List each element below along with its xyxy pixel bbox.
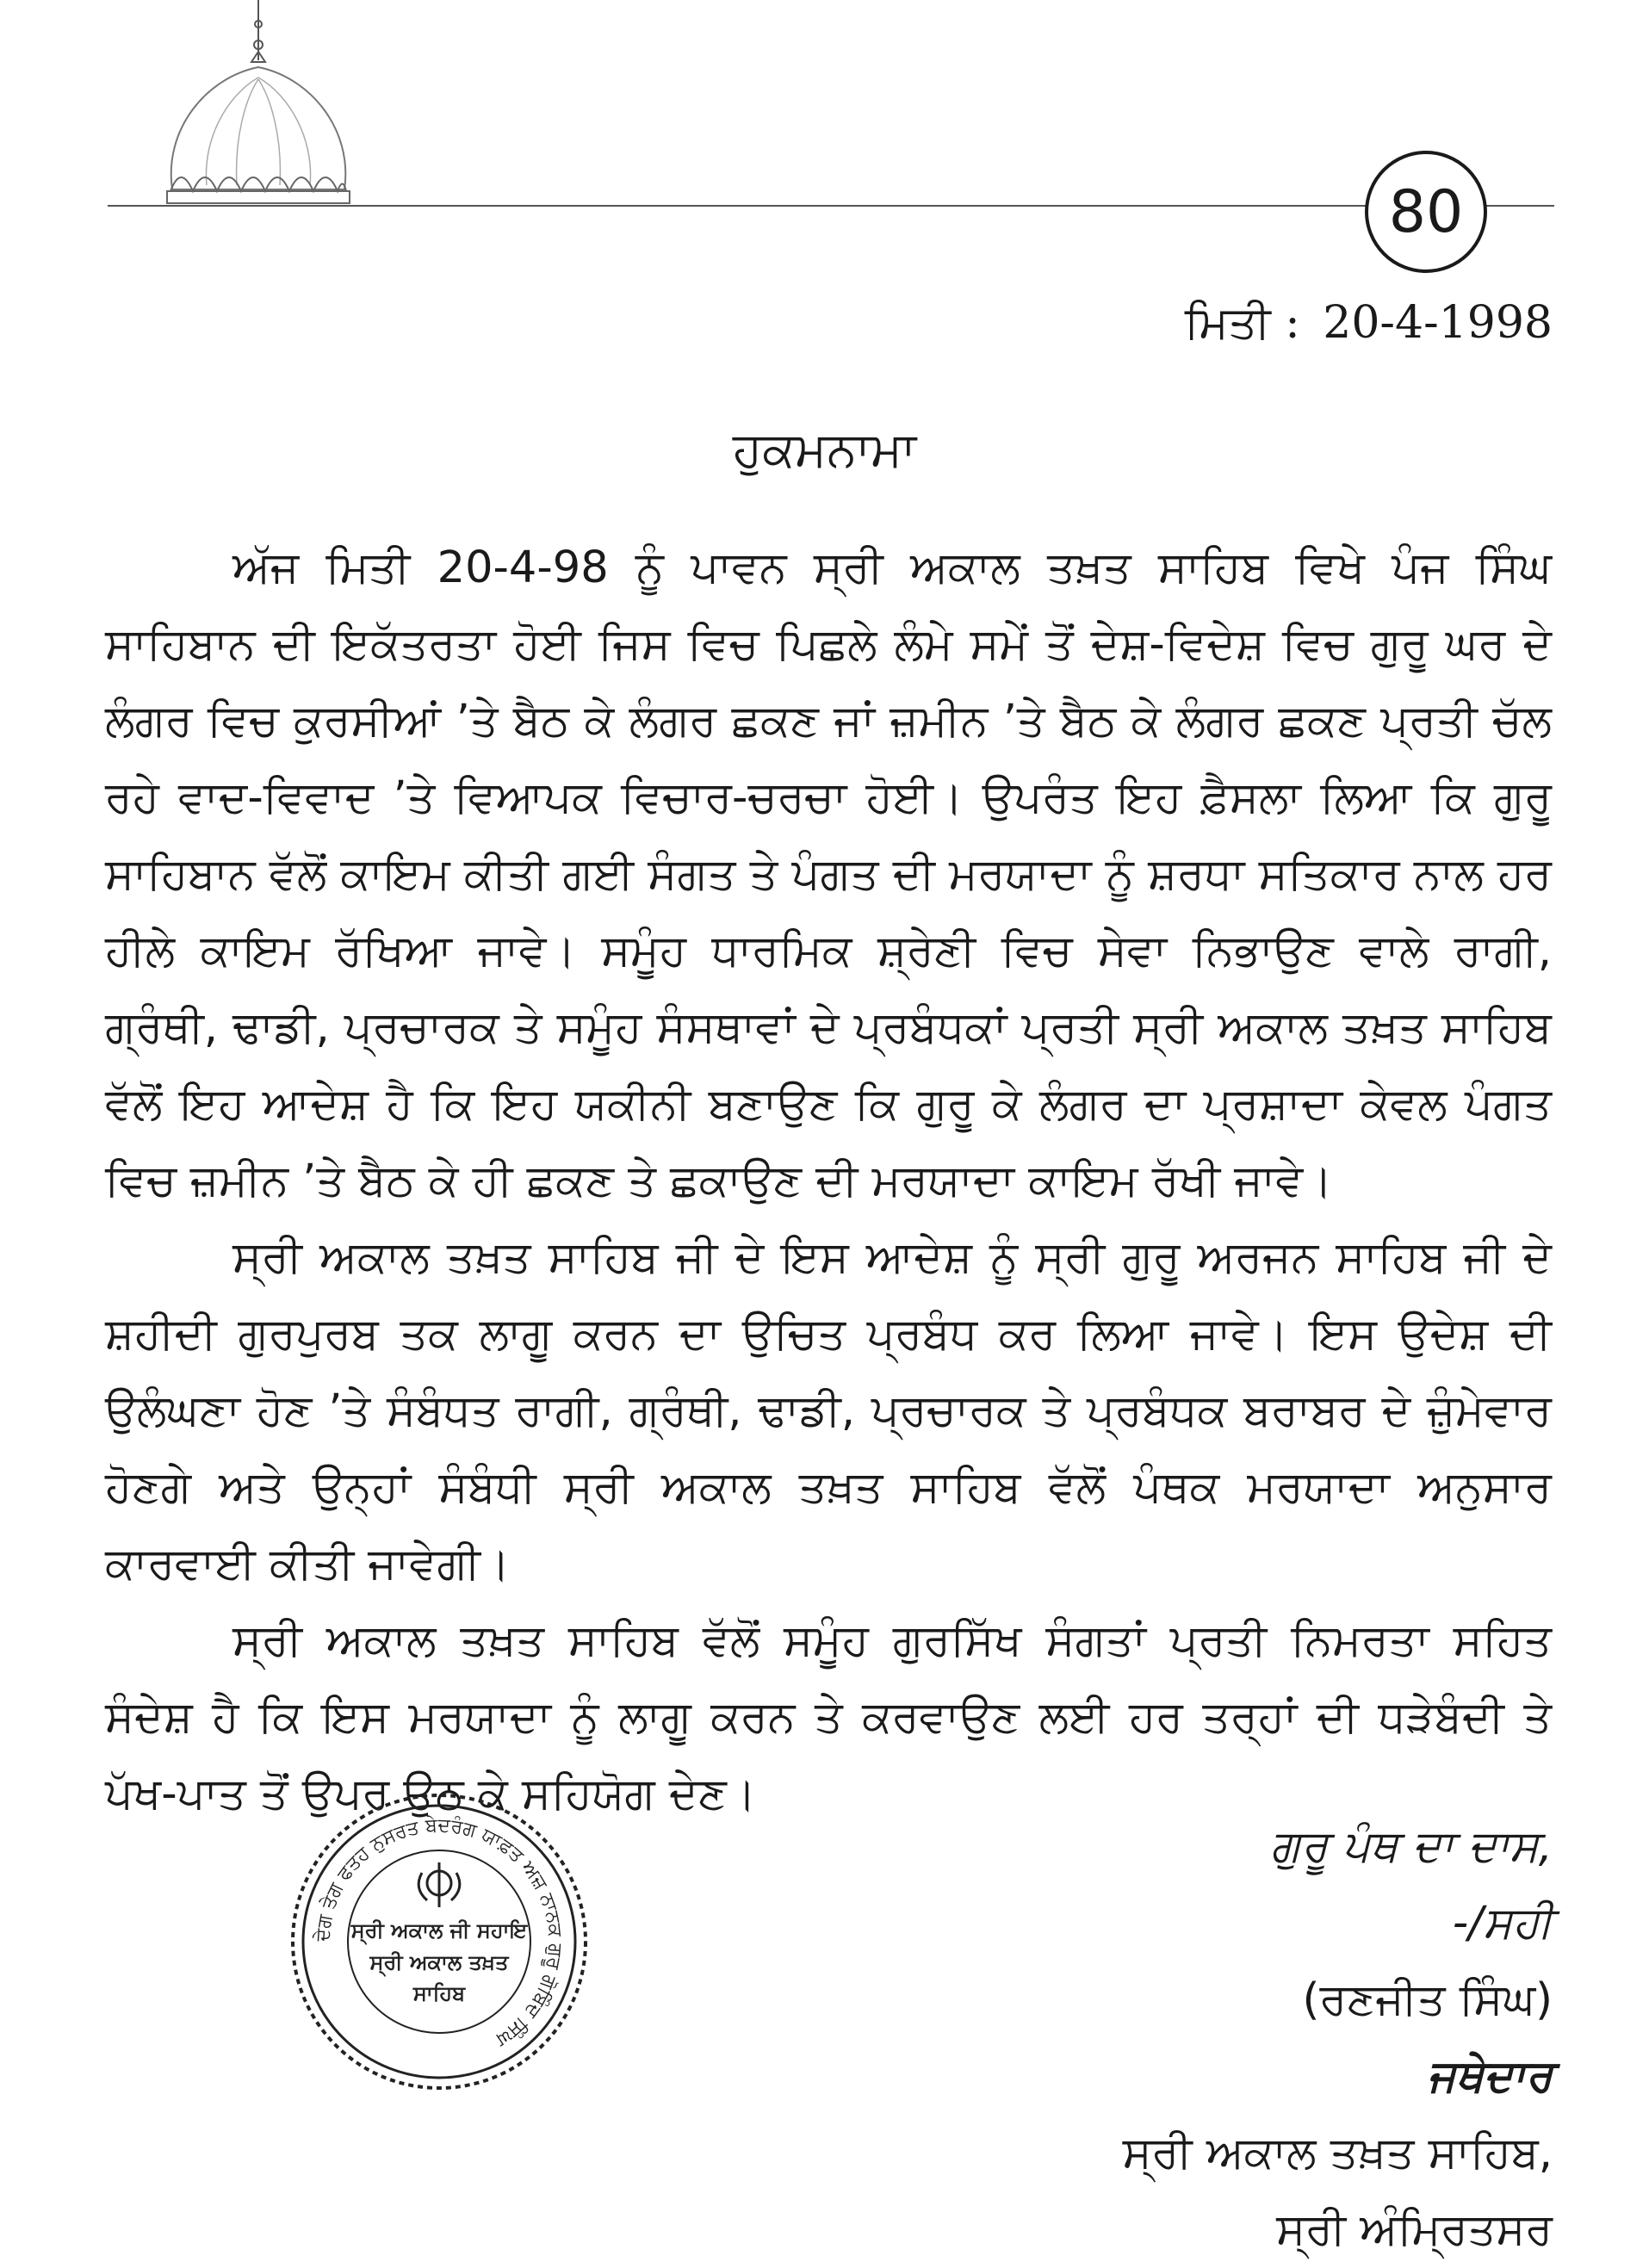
- seal-line-1: ਸ੍ਰੀ ਅਕਾਲ ਜੀ ਸਹਾਇ: [350, 1918, 528, 1943]
- signatory-institution: ਸ੍ਰੀ ਅਕਾਲ ਤਖ਼ਤ ਸਾਹਿਬ,: [1122, 2128, 1553, 2178]
- paragraph-2: ਸ੍ਰੀ ਅਕਾਲ ਤਖ਼ਤ ਸਾਹਿਬ ਜੀ ਦੇ ਇਸ ਆਦੇਸ਼ ਨੂੰ ਸ੍ਰੀ ਗੁਰੂ ਅਰਜਨ ਸਾਹਿਬ ਜੀ ਦੇ ਸ਼ਹੀਦੀ ਗੁਰਪੁਰਬ ਤਕ ਲਾਗੂ ਕਰਨ ਦਾ ਉਚਿਤ ਪ੍ਰਬੰਧ ਕਰ ਲਿਆ ਜਾਵੇ। ਇਸ ਉਦੇਸ਼ ਦੀ ਉਲੰਘਣਾ ਹੋਣ ’ਤੇ ਸੰਬੰਧਤ ਰਾਗੀ, ਗ੍ਰੰਥੀ, ਢਾਡੀ, ਪ੍ਰਚਾਰਕ ਤੇ ਪ੍ਰਬੰਧਕ ਬਰਾਬਰ ਦੇ ਜ਼ੁੰਮੇਵਾਰ ਹੋਣਗੇ ਅਤੇ ਉਨ੍ਹਾਂ ਸੰਬੰਧੀ ਸ੍ਰੀ ਅਕਾਲ ਤਖ਼ਤ ਸਾਹਿਬ ਵੱਲੋਂ ਪੰਥਕ ਮਰਯਾਦਾ ਅਨੁਸਾਰ ਕਾਰਵਾਈ ਕੀਤੀ ਜਾਵੇਗੀ।: [105, 1232, 1552, 1589]
- signatory-name: (ਰਣਜੀਤ ਸਿੰਘ): [1302, 1974, 1553, 2025]
- paragraph-1: ਅੱਜ ਮਿਤੀ 20-4-98 ਨੂੰ ਪਾਵਨ ਸ੍ਰੀ ਅਕਾਲ ਤਖ਼ਤ ਸਾਹਿਬ ਵਿਖੇ ਪੰਜ ਸਿੰਘ ਸਾਹਿਬਾਨ ਦੀ ਇਕੱਤਰਤਾ ਹੋਈ ਜਿਸ ਵਿਚ ਪਿਛਲੇ ਲੰਮੇ ਸਮੇਂ ਤੋਂ ਦੇਸ਼-ਵਿਦੇਸ਼ ਵਿਚ ਗੁਰੂ ਘਰ ਦੇ ਲੰਗਰ ਵਿਚ ਕੁਰਸੀਆਂ ’ਤੇ ਬੈਠ ਕੇ ਲੰਗਰ ਛਕਣ ਜਾਂ ਜ਼ਮੀਨ ’ਤੇ ਬੈਠ ਕੇ ਲੰਗਰ ਛਕਣ ਪ੍ਰਤੀ ਚੱਲ ਰਹੇ ਵਾਦ-ਵਿਵਾਦ ’ਤੇ ਵਿਆਪਕ ਵਿਚਾਰ-ਚਰਚਾ ਹੋਈ। ਉਪਰੰਤ ਇਹ ਫ਼ੈਸਲਾ ਲਿਆ ਕਿ ਗੁਰੂ ਸਾਹਿਬਾਨ ਵੱਲੋਂ ਕਾਇਮ ਕੀਤੀ ਗਈ ਸੰਗਤ ਤੇ ਪੰਗਤ ਦੀ ਮਰਯਾਦਾ ਨੂੰ ਸ਼ਰਧਾ ਸਤਿਕਾਰ ਨਾਲ ਹਰ ਹੀਲੇ ਕਾਇਮ ਰੱਖਿਆ ਜਾਵੇ। ਸਮੂੰਹ ਧਾਰਮਿਕ ਸ਼੍ਰੇਣੀ ਵਿਚ ਸੇਵਾ ਨਿਭਾਉਣ ਵਾਲੇ ਰਾਗੀ, ਗ੍ਰੰਥੀ, ਢਾਡੀ, ਪ੍ਰਚਾਰਕ ਤੇ ਸਮੂੰਹ ਸੰਸਥਾਵਾਂ ਦੇ ਪ੍ਰਬੰਧਕਾਂ ਪ੍ਰਤੀ ਸ੍ਰੀ ਅਕਾਲ ਤਖ਼ਤ ਸਾਹਿਬ ਵੱਲੋਂ ਇਹ ਆਦੇਸ਼ ਹੈ ਕਿ ਇਹ ਯਕੀਨੀ ਬਣਾਉਣ ਕਿ ਗੁਰੂ ਕੇ ਲੰਗਰ ਦਾ ਪ੍ਰਸ਼ਾਦਾ ਕੇਵਲ ਪੰਗਤ ਵਿਚ ਜ਼ਮੀਨ ’ਤੇ ਬੈਠ ਕੇ ਹੀ ਛਕਣ ਤੇ ਛਕਾਉਣ ਦੀ ਮਰਯਾਦਾ ਕਾਇਮ ਰੱਖੀ ਜਾਵੇ।: [105, 542, 1552, 1206]
- date-line: [1185, 297, 1553, 350]
- dome-illustration: [155, 0, 362, 224]
- page-number-badge: [1365, 151, 1487, 273]
- signatory-city: ਸ੍ਰੀ ਅੰਮ੍ਰਿਤਸਰ: [1276, 2204, 1553, 2255]
- seal-line-2: ਸ੍ਰੀ ਅਕਾਲ ਤਖ਼ਤ: [369, 1950, 509, 1974]
- paragraph-3: ਸ੍ਰੀ ਅਕਾਲ ਤਖ਼ਤ ਸਾਹਿਬ ਵੱਲੋਂ ਸਮੂੰਹ ਗੁਰਸਿੱਖ ਸੰਗਤਾਂ ਪ੍ਰਤੀ ਨਿਮਰਤਾ ਸਹਿਤ ਸੰਦੇਸ਼ ਹੈ ਕਿ ਇਸ ਮਰਯਾਦਾ ਨੂੰ ਲਾਗੂ ਕਰਨ ਤੇ ਕਰਵਾਉਣ ਲਈ ਹਰ ਤਰ੍ਹਾਂ ਦੀ ਧੜੇਬੰਦੀ ਤੇ ਪੱਖ-ਪਾਤ ਤੋਂ ਉਪਰ ਉਠ ਕੇ ਸਹਿਯੋਗ ਦੇਣ।: [105, 1615, 1552, 1819]
- date-value: 20-4-1998: [1323, 297, 1553, 349]
- signatory-position: ਜਥੇਦਾਰ: [1427, 2051, 1553, 2102]
- document-title: ਹੁਕਮਨਾਮਾ: [732, 422, 917, 478]
- official-seal: [284, 1787, 594, 2097]
- signature-signed: -/ਸਹੀ: [1452, 1898, 1553, 1949]
- date-label: ਮਿਤੀ :: [1184, 297, 1300, 349]
- seal-line-3: ਸਾਹਿਬ: [412, 1981, 466, 2005]
- khanda-icon: [418, 1862, 460, 1907]
- document-body: [105, 530, 1552, 1832]
- signature-closing: ਗੁਰੂ ਪੰਥ ਦਾ ਦਾਸ,: [1270, 1821, 1553, 1872]
- seal-ring-text: ਦੇਗ ਤੇਗ ਫਤਹ ਨੁਸਰਤ ਬੇਦਰੰਗ ਯਾਫ਼ਤ ਅਜ਼ ਨਾਨਕ ਗੁਰੂ ਗੋਬਿੰਦ ਸਿੰਘ: [312, 1814, 567, 2051]
- page-number: 80: [1388, 177, 1464, 246]
- signature-block: [864, 1808, 1553, 2268]
- header-rule: [108, 205, 1554, 207]
